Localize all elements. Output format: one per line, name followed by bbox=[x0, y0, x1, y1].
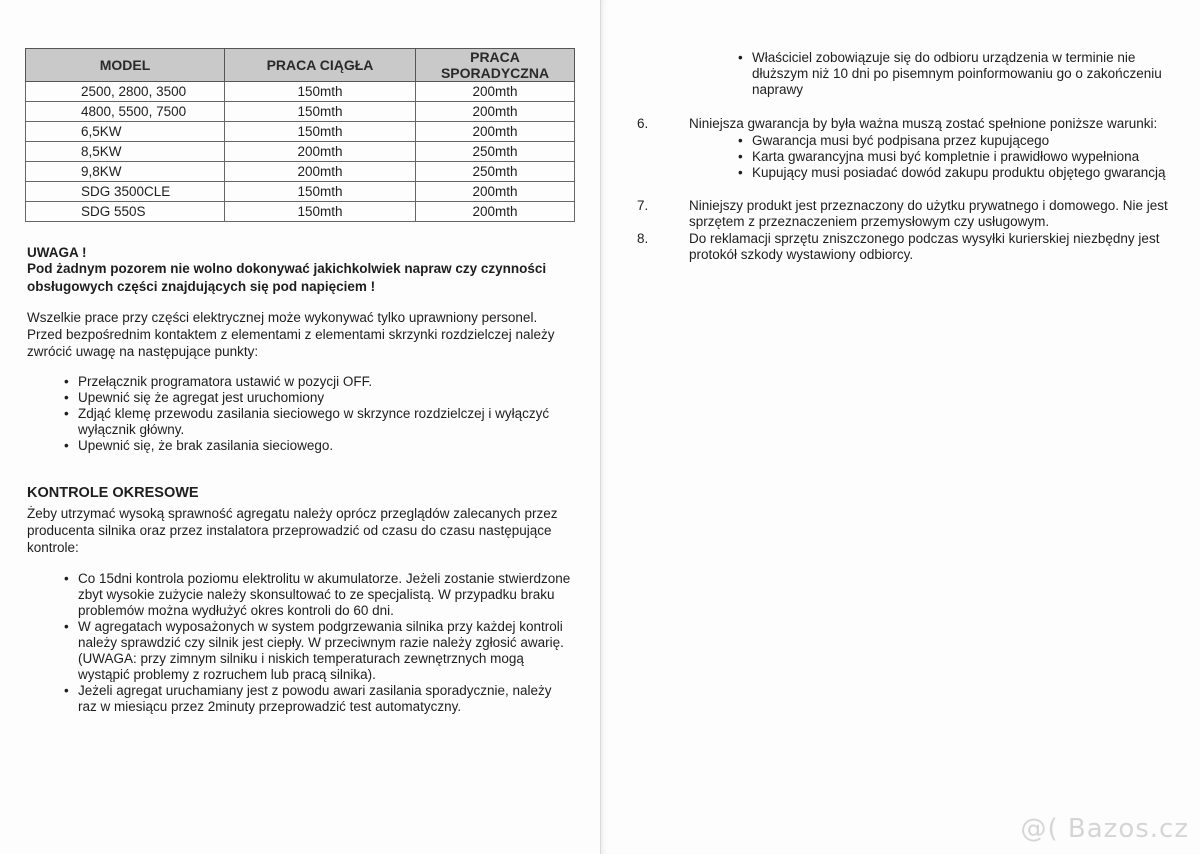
clause-8 bbox=[637, 231, 1197, 265]
list-item-text: naprawy bbox=[752, 82, 804, 97]
cell-continuous: 200mth bbox=[225, 142, 416, 162]
cell-sporadic: 200mth bbox=[416, 182, 575, 202]
table-row bbox=[26, 162, 575, 182]
list-item-text: (UWAGA: przy zimnym silniku i niskich temperaturach zewnętrznych mogą bbox=[78, 651, 524, 666]
clause-7 bbox=[637, 198, 1197, 232]
header-model: MODEL bbox=[26, 49, 225, 82]
warning-title: UWAGA ! bbox=[27, 245, 87, 260]
list-item bbox=[64, 571, 589, 619]
paragraph-line: Żeby utrzymać wysoką sprawność agregatu należy oprócz przeglądów zalecanych przez bbox=[27, 506, 558, 521]
paragraph-line: Wszelkie prace przy części elektrycznej może wykonywać tylko uprawniony personel. bbox=[27, 310, 538, 325]
top-bullet-list bbox=[738, 50, 1178, 98]
list-item-text: • W agregatach wyposażonych w system podgrzewania silnika przy każdej kontroli bbox=[78, 619, 563, 634]
table-row bbox=[26, 182, 575, 202]
list-item-text: dłuższym niż 10 dni po pisemnym poinformowaniu go o zakończeniu bbox=[752, 66, 1162, 81]
table-row bbox=[26, 142, 575, 162]
cell-model: SDG 550S bbox=[26, 202, 225, 222]
clause-line: sprzętem z przeznaczeniem przemysłowym czy usługowym. bbox=[689, 214, 1050, 229]
list-item-text: Kupujący musi posiadać dowód zakupu produktu objętego gwarancją bbox=[752, 165, 1166, 180]
paragraph-line: zwrócić uwagę na następujące punkty: bbox=[27, 344, 259, 359]
list-item-text: • Właściciel zobowiązuje się do odbioru urządzenia w terminie nie bbox=[752, 50, 1136, 65]
cell-model: 6,5KW bbox=[26, 122, 225, 142]
list-item-text: Karta gwarancyjna musi być kompletnie i prawidłowo wypełniona bbox=[752, 149, 1140, 164]
cell-model: 9,8KW bbox=[26, 162, 225, 182]
list-item-text: należy sprawdzić czy silnik jest ciepły. W przeciwnym razie należy zgłosić awarię. bbox=[78, 635, 564, 650]
list-item-text: wyłącznik główny. bbox=[78, 422, 185, 437]
cell-sporadic: 250mth bbox=[416, 162, 575, 182]
cell-model: SDG 3500CLE bbox=[26, 182, 225, 202]
paragraph-line: producenta silnika oraz przez instalatora przeprowadzić od czasu do czasu następujące bbox=[27, 523, 552, 538]
list-item-text: zbyt wysokie zużycie należy skonsultować to ze specjalistą. W przypadku braku bbox=[78, 587, 555, 602]
list-item bbox=[64, 619, 589, 683]
list-item-text: Upewnić się, że brak zasilania sieciowego. bbox=[78, 438, 334, 453]
clause-line: protokół szkody wystawiony odbiorcy. bbox=[689, 247, 914, 262]
list-item bbox=[738, 133, 1178, 149]
list-item-text: problemów można wydłużyć okres kontroli do 60 dni. bbox=[78, 603, 394, 618]
list-item-text: • Jeżeli agregat uruchamiany jest z powodu awari zasilania sporadycznie, należy bbox=[78, 683, 552, 698]
list-item bbox=[64, 406, 589, 438]
right-page bbox=[600, 0, 1200, 854]
cell-sporadic: 200mth bbox=[416, 122, 575, 142]
cell-continuous: 150mth bbox=[225, 102, 416, 122]
list-item-text: Gwarancja musi być podpisana przez kupującego bbox=[752, 133, 1050, 148]
table-row bbox=[26, 122, 575, 142]
list-item-text: raz w miesiącu przez 2minuty przeprowadzić test automatyczny. bbox=[78, 699, 462, 714]
paragraph-line: Przed bezpośrednim kontaktem z elementami z elementami skrzynki rozdzielczej należy bbox=[27, 327, 555, 342]
warning-line: obsługowych części znajdujących się pod napięciem ! bbox=[27, 279, 376, 294]
cell-model: 4800, 5500, 7500 bbox=[26, 102, 225, 122]
table-row bbox=[26, 102, 575, 122]
list-item bbox=[738, 149, 1178, 165]
table-header-row bbox=[26, 49, 575, 82]
cell-continuous: 150mth bbox=[225, 122, 416, 142]
cell-sporadic: 200mth bbox=[416, 82, 575, 102]
clause-6 bbox=[637, 116, 1197, 186]
cell-continuous: 150mth bbox=[225, 82, 416, 102]
cell-sporadic: 250mth bbox=[416, 142, 575, 162]
operating-hours-table bbox=[25, 48, 575, 222]
list-item-text: • Zdjąć klemę przewodu zasilania sieciowego w skrzynce rozdzielczej i wyłączyć bbox=[78, 406, 550, 421]
table-row bbox=[26, 82, 575, 102]
list-item-text: • Co 15dni kontrola poziomu elektrolitu w akumulatorze. Jeżeli zostanie stwierdzone bbox=[78, 571, 571, 586]
cell-model: 2500, 2800, 3500 bbox=[26, 82, 225, 102]
periodic-checklist bbox=[64, 571, 589, 715]
cell-model: 8,5KW bbox=[26, 142, 225, 162]
list-item bbox=[738, 165, 1178, 181]
list-item bbox=[64, 683, 589, 715]
warning-section bbox=[27, 245, 587, 295]
list-item-text: wystąpić problemy z rozruchem lub pracą silnika). bbox=[78, 667, 376, 682]
list-item bbox=[738, 50, 1178, 98]
electrical-intro bbox=[27, 310, 592, 360]
warning-line: Pod żadnym pozorem nie wolno dokonywać jakichkolwiek napraw czy czynności bbox=[27, 261, 547, 276]
list-item bbox=[64, 438, 589, 454]
periodic-intro bbox=[27, 506, 592, 556]
clause-number: 7. bbox=[637, 198, 649, 213]
clause-line: Do reklamacji sprzętu zniszczonego podczas wysyłki kurierskiej niezbędny jest bbox=[689, 231, 1160, 246]
cell-continuous: 150mth bbox=[225, 182, 416, 202]
paragraph-line: kontrole: bbox=[27, 540, 79, 555]
section-title: KONTROLE OKRESOWE bbox=[27, 485, 199, 501]
warranty-conditions-list bbox=[738, 133, 1178, 181]
list-item bbox=[64, 390, 589, 406]
table-row bbox=[26, 202, 575, 222]
header-sporadic: PRACA SPORADYCZNA bbox=[416, 49, 575, 82]
clause-text bbox=[689, 198, 1168, 230]
cell-sporadic: 200mth bbox=[416, 102, 575, 122]
electrical-checklist bbox=[64, 374, 589, 454]
list-item-text: Upewnić się że agregat jest uruchomiony bbox=[78, 390, 325, 405]
watermark-logo: @( Bazos.cz bbox=[1020, 814, 1189, 844]
clause-text bbox=[689, 231, 1159, 263]
cell-continuous: 200mth bbox=[225, 162, 416, 182]
cell-continuous: 150mth bbox=[225, 202, 416, 222]
clause-text: Niniejsza gwarancja by była ważna muszą zostać spełnione poniższe warunki: bbox=[689, 116, 1158, 131]
list-item-text: Przełącznik programatora ustawić w pozycji OFF. bbox=[78, 374, 373, 389]
clause-line: Niniejszy produkt jest przeznaczony do użytku prywatnego i domowego. Nie jest bbox=[689, 198, 1168, 213]
clause-number: 6. bbox=[637, 116, 649, 131]
list-item bbox=[64, 374, 589, 390]
cell-sporadic: 200mth bbox=[416, 202, 575, 222]
clause-number: 8. bbox=[637, 231, 649, 246]
header-continuous: PRACA CIĄGŁA bbox=[225, 49, 416, 82]
